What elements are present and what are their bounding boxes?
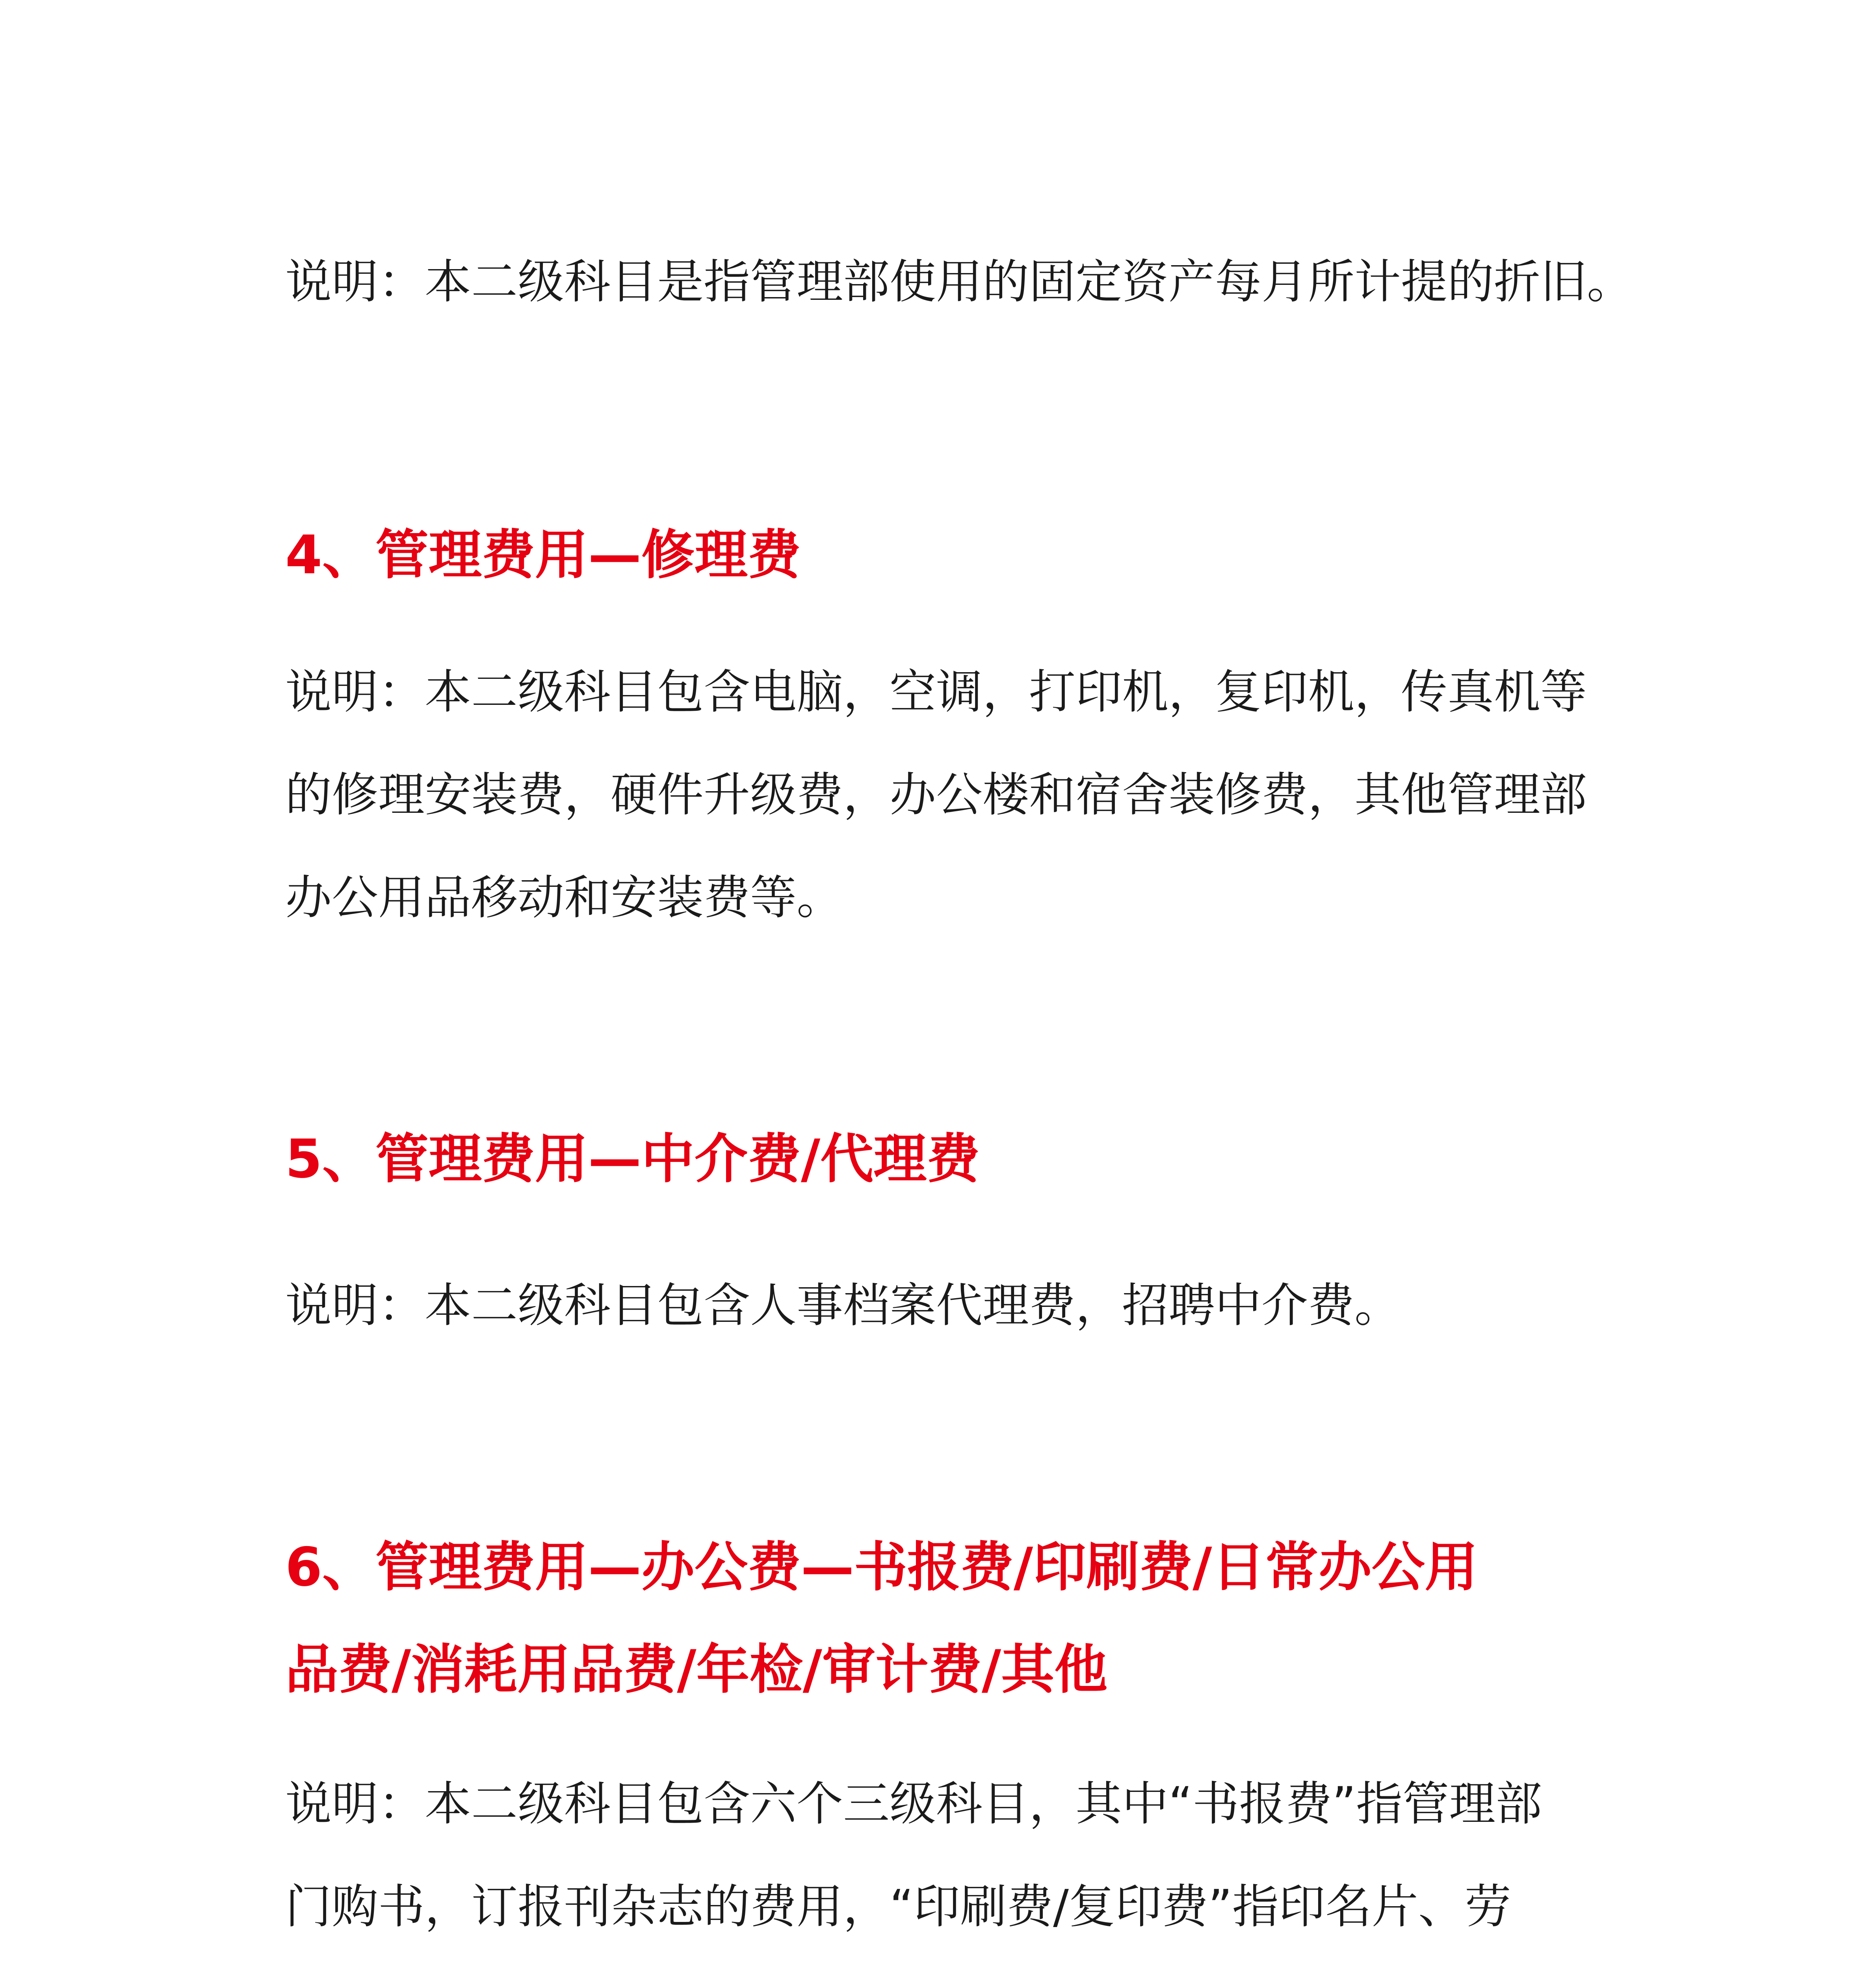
heading-line: 4、管理费用—修理费 [285, 524, 801, 586]
paragraph-line: 说明：本二级科目是指管理部使用的固定资产每月所计提的折旧。 [285, 255, 1634, 309]
heading-line: 品费/消耗用品费/年检/审计费/其他 [285, 1639, 1108, 1701]
paragraph-line: 说明：本二级科目包含电脑，空调，打印机，复印机，传真机等 [285, 665, 1587, 719]
paragraph-line: 门购书，订报刊杂志的费用，“印刷费/复印费”指印名片、劳 [285, 1879, 1512, 1934]
heading-line: 6、管理费用—办公费—书报费/印刷费/日常办公用 [285, 1536, 1478, 1598]
paragraph-line: 办公用品移动和安装费等。 [285, 870, 843, 925]
paragraph-line: 说明：本二级科目包含人事档案代理费，招聘中介费。 [285, 1278, 1401, 1333]
section5-description [285, 1254, 1605, 1357]
heading-line: 5、管理费用—中介费/代理费 [285, 1128, 980, 1190]
section6-heading [285, 1516, 1625, 1721]
section4-description [285, 641, 1605, 949]
section6-description [285, 1753, 1605, 1970]
paragraph-line [285, 1958, 1605, 1970]
section3-description [285, 230, 1634, 333]
section4-heading [285, 504, 1625, 606]
section5-heading [285, 1108, 1625, 1210]
paragraph-line: 说明：本二级科目包含六个三级科目，其中“书报费”指管理部 [285, 1777, 1542, 1831]
paragraph-line: 的修理安装费，硬件升级费，办公楼和宿舍装修费，其他管理部 [285, 768, 1587, 822]
